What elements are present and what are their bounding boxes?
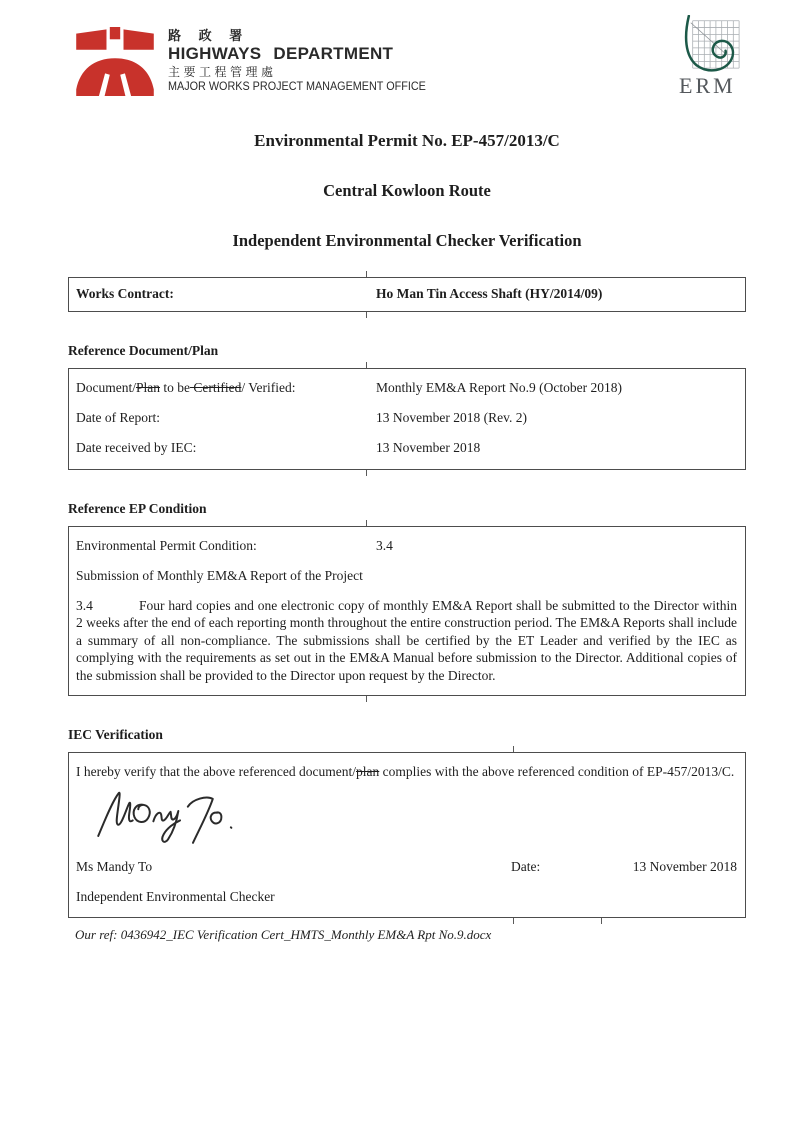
highways-department-icon: [75, 27, 155, 97]
document-to-be-verified-value: Monthly EM&A Report No.9 (October 2018): [376, 380, 622, 395]
page-header: [68, 0, 746, 105]
iec-verification-heading: IEC Verification: [68, 727, 163, 743]
table-row: [76, 379, 737, 397]
document-to-be-verified-label: Document/Plan to be Certified/ Verified:: [76, 380, 296, 395]
iec-verification-box: [68, 752, 746, 918]
divider-tick: [513, 746, 514, 752]
date-received-value: 13 November 2018: [376, 440, 481, 455]
divider-tick: [366, 520, 367, 526]
table-row: [76, 537, 737, 555]
verification-statement: I hereby verify that the above referenced document/plan complies with the above referenced condition of EP-457/2013/C.: [76, 764, 735, 780]
hd-chinese-name: 路 政 署: [168, 28, 250, 43]
permit-number-title: Environmental Permit No. EP-457/2013/C: [254, 131, 560, 150]
divider-tick: [366, 271, 367, 277]
signatory-title: Independent Environmental Checker: [76, 888, 275, 904]
clause-number: 3.4: [76, 598, 93, 613]
divider-tick: [601, 918, 602, 924]
date-of-report-value: 13 November 2018 (Rev. 2): [376, 410, 527, 425]
erm-spiral-icon: [680, 15, 746, 73]
reference-document-box: [68, 368, 746, 470]
hd-english-name: HIGHWAYS DEPARTMENT: [168, 44, 394, 63]
hd-english-office: MAJOR WORKS PROJECT MANAGEMENT OFFICE: [168, 81, 426, 93]
document-type-title: Independent Environmental Checker Verification: [232, 231, 582, 250]
ep-condition-subject: Submission of Monthly EM&A Report of the Project: [76, 568, 363, 583]
date-received-label: Date received by IEC:: [76, 440, 197, 455]
works-contract-value: Ho Man Tin Access Shaft (HY/2014/09): [376, 286, 603, 301]
ep-condition-value: 3.4: [376, 538, 393, 553]
hd-chinese-office: 主要工程管理處: [168, 65, 277, 79]
date-of-report-label: Date of Report:: [76, 410, 160, 425]
highways-department-logo: [75, 27, 442, 97]
our-ref-line: Our ref: 0436942_IEC Verification Cert_HMTS_Monthly EM&A Rpt No.9.docx: [75, 926, 492, 942]
table-row: [76, 439, 737, 457]
reference-ep-condition-heading: Reference EP Condition: [68, 501, 207, 516]
project-title: Central Kowloon Route: [323, 181, 491, 200]
divider-tick: [366, 470, 367, 476]
highways-department-text: [168, 27, 442, 97]
date-label: Date:: [511, 858, 541, 874]
divider-tick: [366, 696, 367, 702]
table-row: [76, 409, 737, 427]
signatory-row: [76, 858, 737, 876]
works-contract-box: [68, 277, 746, 312]
works-contract-label: Works Contract:: [76, 286, 174, 301]
erm-logo: [678, 15, 746, 99]
divider-tick: [513, 918, 514, 924]
ep-condition-label: Environmental Permit Condition:: [76, 538, 257, 553]
erm-label: ERM: [679, 73, 736, 98]
divider-tick: [366, 362, 367, 368]
signature-image: [84, 786, 737, 850]
clause-text: Four hard copies and one electronic copy of monthly EM&A Report shall be submitted to the Director within 2 weeks after the end of each reporting month throughout the entire construction period. The EM&A Reports shall include a summary of all non-compliance. The submissions shall be certified by the ET Leader and verified by the IEC as complying with the requirements as set out in the EM&A Manual before submission to the Director. Additional copies of the submission shall be provided to the Director upon request by the Director.: [76, 598, 737, 683]
divider-tick: [366, 312, 367, 318]
date-value: 13 November 2018: [632, 858, 737, 874]
signatory-name: Ms Mandy To: [76, 858, 153, 874]
reference-document-heading: Reference Document/Plan: [68, 343, 219, 358]
reference-ep-condition-box: [68, 526, 746, 696]
ep-condition-clause: [76, 597, 737, 684]
